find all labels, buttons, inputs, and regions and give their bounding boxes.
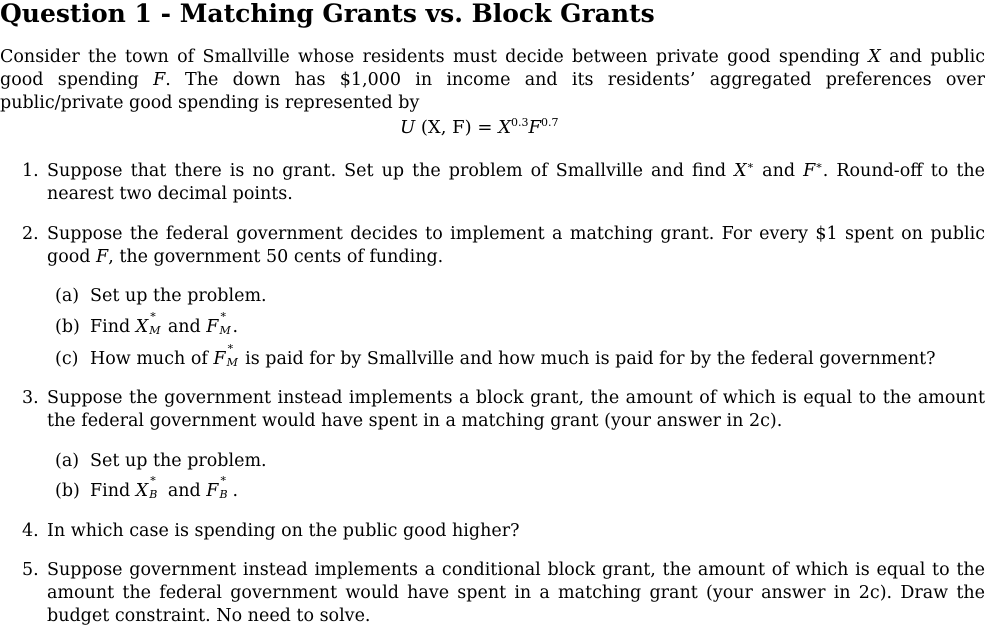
item-4-number: 4.: [22, 521, 39, 541]
item-5-number: 5.: [22, 560, 39, 580]
item-3b-label: (b): [55, 481, 80, 501]
item-3b-text: Find X ∗ B and F ∗ B .: [90, 472, 239, 501]
subsup-f-m: ∗ M: [219, 308, 231, 337]
subsup-x-m: ∗ M: [149, 308, 161, 337]
item-3-number: 3.: [22, 388, 39, 408]
item-2c-label: (c): [55, 349, 79, 369]
intro-paragraph: Consider the town of Smallville whose residents must decide between private good spending X and public good spending F. The down has $1,000 in income and its residents’ aggregated preferences over public/private good spending is represented by: [0, 47, 985, 113]
item-3a-text: Set up the problem.: [90, 451, 267, 471]
item-2c-text: How much of F ∗ M is paid for by Smallville and how much is paid for by the federal government?: [90, 340, 936, 369]
item-2a-text: Set up the problem.: [90, 286, 267, 306]
subsup-f-m-2: ∗ M: [226, 340, 238, 369]
subsup-f-b: ∗ B: [219, 472, 228, 501]
item-2-text: Suppose the federal government decides to implement a matching grant. For every $1 spent on public good F, the government 50 cents of funding.: [47, 224, 985, 267]
utility-equation: U (X, $F) = X^{0.3}F^{0.7}$: [400, 116, 559, 138]
subsup-x-b: ∗ B: [149, 472, 158, 501]
item-2b-text: Find X ∗ M and F ∗ M .: [90, 308, 239, 337]
item-1-number: 1.: [22, 161, 39, 181]
item-1-text: Suppose that there is no grant. Set up the problem of Smallville and find X∗ and F∗. Round-off to the nearest two decimal points.: [47, 159, 985, 204]
item-4-text: In which case is spending on the public good higher?: [47, 521, 520, 541]
item-5-text: Suppose government instead implements a conditional block grant, the amount of which is equal to the amount the federal government would have spent in a matching grant (your answer in 2c). Draw the budget constraint. No need to solve.: [47, 560, 985, 626]
item-2a-label: (a): [55, 286, 80, 306]
item-3a-label: (a): [55, 451, 80, 471]
question-title: Question 1 - Matching Grants vs. Block Grants: [0, 0, 655, 28]
item-2b-label: (b): [55, 317, 80, 337]
item-2-number: 2.: [22, 224, 39, 244]
item-3-text: Suppose the government instead implements a block grant, the amount of which is equal to the amount the federal government would have spent in a matching grant (your answer in 2c).: [47, 388, 985, 431]
